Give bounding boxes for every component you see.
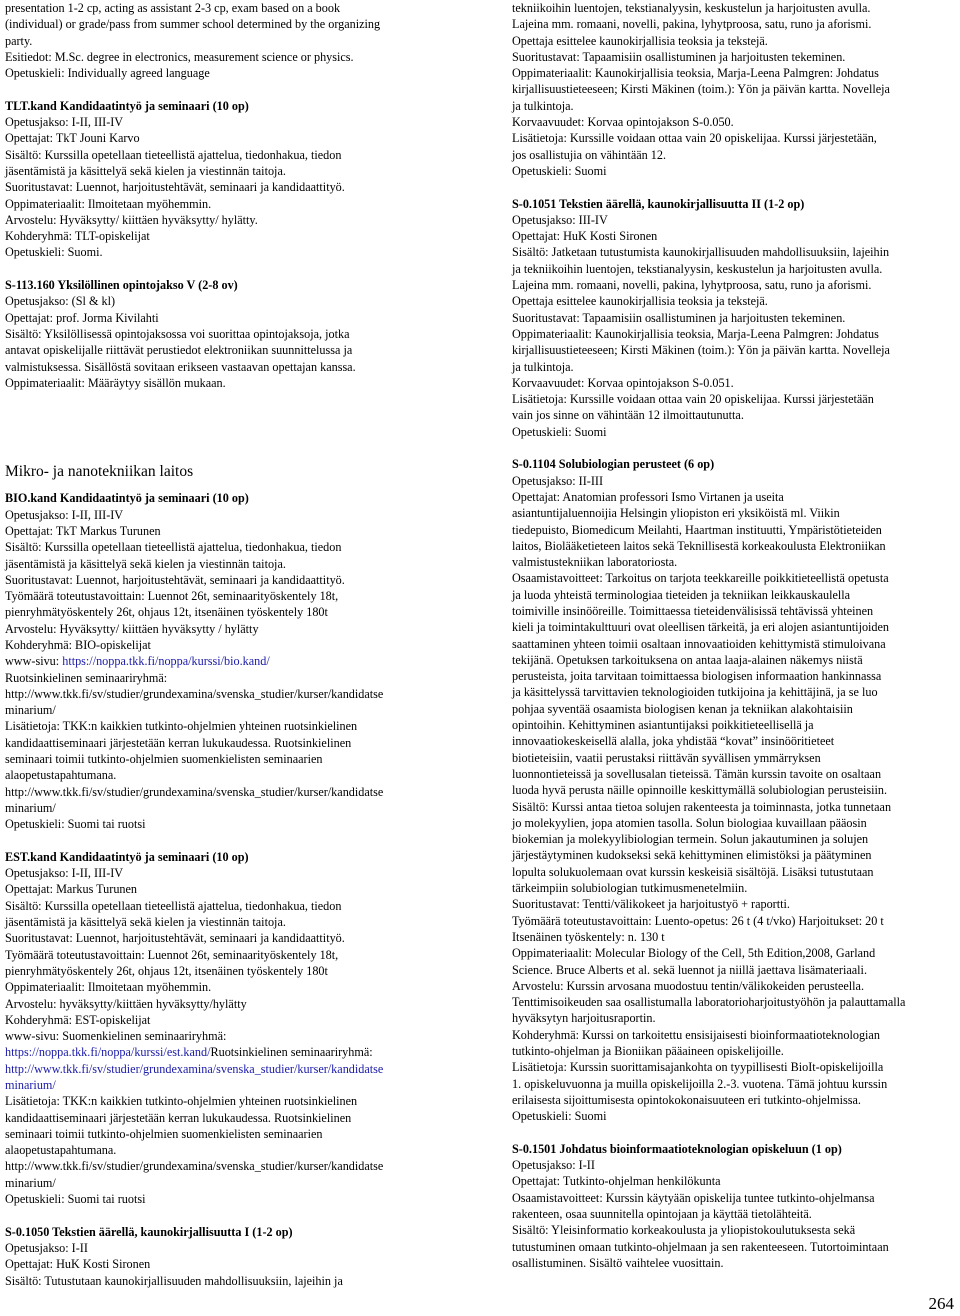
text-line: rakenteen, osaa suunnitella opintojaan ja käyttää tietolähteitä. (512, 1206, 812, 1221)
text-line: Opettaja esittelee kaunokirjallisia teoksia ja tekstejä. (512, 294, 768, 309)
left-column (5, 0, 470, 1289)
text-line: Opetusjakso: I-II, III-IV (5, 507, 124, 522)
text-line: Sisältö: Kurssilla opetellaan tieteellistä ajattelua, tiedonhakua, tiedon (5, 147, 342, 162)
text-line: osallistuminen. Sisältö vaihtelee vuosittain. (512, 1255, 724, 1270)
text-line: Opettajat: prof. Jorma Kivilahti (5, 310, 159, 325)
text-line: Lisätietoja: Kurssille voidaan ottaa vain 20 opiskelijaa. Kurssi järjestetään, (512, 131, 877, 146)
text-line: Opetusjakso: III-IV (512, 212, 608, 227)
text-line: 1. opiskeluvuonna ja muilla opiskelijoilla 2.-3. vuotena. Tämä johtuu kurssin (512, 1076, 888, 1091)
text-line: tutkinto-ohjelman ja Bioniikan pääaineen opiskelijoille. (512, 1044, 784, 1058)
text-line: Opetusjakso: I-II, III-IV (5, 115, 124, 130)
text-line: Lajeina mm. romaani, novelli, pakina, lyhytproosa, satu, runo ja aforismi. (512, 278, 872, 293)
text-line: jo molekyylien, jopa atomien tasolla. Solun biologiaa kuvaillaan pääosin (512, 815, 867, 830)
text-line: http://www.tkk.fi/sv/studier/grundexamina/svenska_studier/kurser/kandidatse (5, 784, 384, 799)
text-line: http://www.tkk.fi/sv/studier/grundexamina/svenska_studier/kurser/kandidatse (5, 1159, 384, 1174)
course-body-bio-b (5, 670, 470, 833)
text-line: Suoritustavat: Tentti/välikokeet ja harjoitustyö + raportti. (512, 897, 790, 912)
course-body-s01501 (512, 1157, 952, 1271)
course-title-s113: S-113.160 Yksilöllinen opintojakso V (2-8 ov) (5, 278, 238, 293)
text-line: http://www.tkk.fi/sv/studier/grundexamina/svenska_studier/kurser/kandidatse (5, 686, 384, 701)
text-line: ja tulkintoja. (512, 98, 574, 113)
text-line: Korvaavuudet: Korvaa opintojakson S-0.051. (512, 375, 734, 390)
text-line: Työmäärä toteutustavoittain: Luento-opetus: 26 t (4 t/vko) Harjoitukset: 20 t (512, 913, 884, 928)
text-line: Suoritustavat: Luennot, harjoitustehtävät, seminaari ja kandidaattityö. (5, 180, 345, 195)
text-line: Lisätietoja: Kurssille voidaan ottaa vain 20 opiskelijaa. Kurssi järjestetään (512, 392, 874, 407)
text-line: seminaari toimii tutkinto-ohjelmien suomenkielisten seminaarien (5, 1126, 323, 1141)
bio-www-link[interactable]: https://noppa.tkk.fi/noppa/kurssi/bio.kand/ (62, 654, 270, 669)
text-line: Kohderyhmä: TLT-opiskelijat (5, 229, 150, 244)
text-line: Arvostelu: Hyväksytty/ kiittäen hyväksytty/ hylätty. (5, 212, 258, 227)
text-line: alaopetustapahtumana. (5, 1143, 117, 1158)
text-line: Sisältö: Tutustutaan kaunokirjallisuuden mahdollisuuksiin, lajeihin ja (5, 1273, 343, 1288)
text-line: jos osallistujia on vähintään 12. (512, 147, 667, 162)
text-line: www-sivu: Suomenkielinen seminaariryhmä: (5, 1029, 227, 1044)
text-line: Opettajat: HuK Kosti Sironen (5, 1257, 151, 1272)
text-line: biotieteisiin, vaatii perustaksi riittävän syvällisen ymmärryksen (512, 750, 821, 765)
course-title-est: EST.kand Kandidaatintyö ja seminaari (10 op) (5, 849, 249, 864)
text-line: Opettajat: HuK Kosti Sironen (512, 229, 658, 244)
text-line: ja käsittelyssä tarvittavien teknologioiden tutkijoina ja kehittäjinä, ja se luo (512, 685, 878, 700)
est-link1[interactable]: https://noppa.tkk.fi/noppa/kurssi/est.kand/ (5, 1045, 211, 1060)
text-line: erilaisesta sijoittumisesta opintokokonaisuuteen eri tutkinto-ohjelmissa. (512, 1092, 861, 1107)
text-line: Sisältö: Kurssilla opetellaan tieteellistä ajattelua, tiedonhakua, tiedon (5, 898, 342, 913)
text-line: tutustuminen omaan tutkinto-ohjelmaan ja sen rakenteeseen. Tutortoimintaan (512, 1239, 889, 1254)
text-line: tiedepuisto, Biomedicum Meilahti, Haartman instituutti, Ympäristötieteiden (512, 522, 882, 537)
text-line: vain jos sinne on vähintään 12 ilmoittautunutta. (512, 408, 744, 423)
course-body-bio-a (5, 507, 470, 654)
text-line: valmistustekniikan laboratoriosta. (512, 555, 678, 570)
text-line: ja tulkintoja. (512, 359, 574, 374)
text-line: Opettajat: Markus Turunen (5, 882, 138, 897)
text-line: Opettajat: TkT Jouni Karvo (5, 131, 140, 146)
text-line: pohjaa syventää osaamista biologisen kenan ja tekniikan alakohtaisiin (512, 701, 853, 716)
text-line: seminaari toimii tutkinto-ohjelmien suomenkielisten seminaarien (5, 752, 323, 767)
text-line: luonnontieteissä ja sovellusalan tieteissä. Tämän kurssin tavoite on osaltaan (512, 766, 882, 781)
course-body-s01051 (512, 212, 952, 440)
text-line: Opetusjakso: II-III (512, 473, 604, 488)
course-body-s01050 (5, 1240, 470, 1289)
text-line: kandidaattiseminaari järjestetään kerran lukukaudessa. Ruotsinkielinen (5, 735, 352, 750)
right-column (512, 0, 952, 1271)
text-line: Suoritustavat: Luennot, harjoitustehtävät, seminaari ja kandidaattityö. (5, 572, 345, 587)
text-line: alaopetustapahtumana. (5, 768, 117, 783)
text-line: Opettaja esittelee kaunokirjallisia teoksia ja tekstejä. (512, 33, 768, 48)
text-line: Opettajat: TkT Markus Turunen (5, 523, 161, 538)
text-line: Oppimateriaalit: Ilmoitetaan myöhemmin. (5, 980, 212, 995)
text-line: Opetusjakso: I-II, III-IV (5, 866, 124, 881)
text-line: valmistuksessa. Sisällöstä sovitaan erikseen vastaavan opettajan kanssa. (5, 359, 356, 374)
text-line: pienryhmätyöskentely 26t, ohjaus 12t, itsenäinen työskentely 180t (5, 605, 328, 620)
text-line: Suoritustavat: Luennot, harjoitustehtävät, seminaari ja kandidaattityö. (5, 931, 345, 946)
text-line: Sisältö: Yleisinformatio korkeakoulusta ja yliopistokoulutuksesta sekä (512, 1223, 856, 1238)
page-number: 264 (928, 1294, 954, 1313)
text-line: ja tekniikoihin luentojen, tekstianalyysin, keskustelun ja harjoitusten avulla. (512, 261, 883, 276)
text-line: tärkeimpiin solubiologian tutkimusmenetelmiin. (512, 881, 748, 896)
text-line: Opetusjakso: I-II (5, 1240, 88, 1255)
course-body-est-b (5, 1093, 470, 1207)
course-body-est-a (5, 865, 470, 1044)
text-line: Sisältö: Kurssilla opetellaan tieteellistä ajattelua, tiedonhakua, tiedon (5, 540, 342, 555)
text-line: Sisältö: Jatketaan tutustumista kaunokirjallisuuden mahdollisuuksiin, lajeihin (512, 245, 890, 260)
text-line: Osaamistavoitteet: Tarkoitus on tarjota teekkareille poikkitieteellistä opetusta (512, 571, 889, 586)
text-line: Osaamistavoitteet: Kurssin käytyään opiskelija tuntee tutkinto-ohjelmansa (512, 1190, 875, 1205)
text-line: Arvostelu: Hyväksytty/ kiittäen hyväksytty / hylätty (5, 621, 259, 636)
text-line: kandidaattiseminaari järjestetään kerran lukukaudessa. Ruotsinkielinen (5, 1110, 352, 1125)
text-line: Kohderyhmä: Kurssi on tarkoitettu ensisijaisesti bioinformaatioteknologian (512, 1027, 880, 1042)
text-line: Opetuskieli: Suomi (512, 163, 607, 178)
text-line: Arvostelu: hyväksytty/kiittäen hyväksytty/hylätty (5, 996, 247, 1011)
text-line: minarium/ (5, 1175, 56, 1190)
text-line: kirjallisuustieteeseen; Kirsti Mäkinen (toim.): Yön ja päivän kartta. Novelleja (512, 343, 890, 358)
est-link2b[interactable]: minarium/ (5, 1078, 56, 1092)
text-line: Oppimateriaalit: Kaunokirjallisia teoksia, Marja-Leena Palmgren: Johdatus (512, 66, 879, 81)
text-line: Lisätietoja: TKK:n kaikkien tutkinto-ohjelmien yhteinen ruotsinkielinen (5, 719, 358, 734)
text-line: Korvaavuudet: Korvaa opintojakson S-0.050. (512, 115, 734, 130)
course-title-bio: BIO.kand Kandidaatintyö ja seminaari (10 op) (5, 491, 249, 506)
text-line: Opetusjakso: (Sl & kl) (5, 294, 116, 309)
text-line: Suoritustavat: Tapaamisiin osallistuminen ja harjoitusten tekeminen. (512, 310, 846, 325)
text-line: Työmäärä toteutustavoittain: Luennot 26t, seminaarityöskentely 18t, (5, 947, 339, 962)
text-line: perusteista, joita tarvitaan toimittaessa biologisen informaation hankinnassa (512, 669, 882, 684)
course-body-tlt (5, 114, 470, 261)
text-line: Lajeina mm. romaani, novelli, pakina, lyhytproosa, satu, runo ja aforismi. (512, 17, 872, 32)
course-title-s01051: S-0.1051 Tekstien äärellä, kaunokirjallisuutta II (1-2 op) (512, 196, 805, 211)
text-line: Opetuskieli: Suomi tai ruotsi (5, 817, 146, 832)
text-line: Suoritustavat: Tapaamisiin osallistuminen ja harjoitusten tekeminen. (512, 49, 846, 64)
text-line: Lisätietoja: TKK:n kaikkien tutkinto-ohjelmien yhteinen ruotsinkielinen (5, 1094, 358, 1109)
text-line: Opetusjakso: I-II (512, 1158, 595, 1173)
text-line: järjestäytyminen kudokseksi sekä kehittyminen elimistöksi ja päätyminen (512, 848, 872, 863)
text-line: Työmäärä toteutustavoittain: Luennot 26t, seminaarityöskentely 18t, (5, 589, 339, 604)
text-line: Oppimateriaalit: Molecular Biology of the Cell, 5th Edition,2008, Garland (512, 946, 876, 961)
text-line: Oppimateriaalit: Ilmoitetaan myöhemmin. (5, 196, 212, 211)
text-line: pienryhmätyöskentely 26t, ohjaus 12t, itsenäinen työskentely 180t (5, 963, 328, 978)
text-line: Opetuskieli: Suomi tai ruotsi (5, 1192, 146, 1207)
text-line: Opetuskieli: Individually agreed language (5, 66, 210, 81)
text-line: kieli ja toimintakulttuuri ovat oleellisen tärkeitä, ja eri alojen asiantuntijoiden (512, 620, 890, 635)
text-line: Sisältö: Kurssi antaa tietoa solujen rakenteesta ja toiminnasta, jotka tunnetaan (512, 799, 892, 814)
text-line: Itsenäinen työskentely: n. 130 t (512, 929, 665, 944)
text-line: Arvostelu: Kurssin arvosana muodostuu tentin/välikokeiden perusteella. (512, 978, 865, 993)
text-line: kirjallisuustieteeseen; Kirsti Mäkinen (toim.): Yön ja päivän kartta. Novelleja (512, 82, 890, 97)
text-line: laitos, Biolääketieteen laitos sekä Teknillisestä korkeakoulusta Elektroniikan (512, 538, 886, 553)
text-line: Kohderyhmä: EST-opiskelijat (5, 1012, 151, 1027)
course-title-s01050: S-0.1050 Tekstien äärellä, kaunokirjallisuutta I (1-2 op) (5, 1224, 293, 1239)
text-line: toimiville insinööreille. Toimittaessa tieteidenvälisissä tehtävissä yhteinen (512, 603, 874, 618)
text-line: minarium/ (5, 703, 56, 718)
text-line: Kohderyhmä: BIO-opiskelijat (5, 637, 151, 652)
est-link1-line (5, 1044, 470, 1060)
text-line: biokemian ja molekyylibiologian termein. Solun jakautuminen ja solujen (512, 832, 869, 847)
text-line: Science. Bruce Alberts et al. sekä luennot ja niillä jaettava lisämateriaali. (512, 962, 867, 977)
text-line: asiantuntijaluennoijia Helsingin yliopiston eri yksiköistä ml. Viikin (512, 506, 840, 521)
text-line: Opettajat: Tutkinto-ohjelman henkilökunta (512, 1174, 721, 1189)
text-line: jäsentämistä ja käsittelyä sekä kielen ja viestinnän taitoja. (5, 163, 286, 178)
text-line: antavat opiskelijalle riittävät perustiedot elektroniikan suunnittelussa ja (5, 343, 353, 358)
text-line: tekijänä. Opetuksen tarkoituksena on antaa laaja-alainen näkemys niistä (512, 652, 863, 667)
text-line: ja luoda yhteistä terminologiaa tieteiden ja tekniikan leikkauskaulella (512, 587, 851, 602)
text-line: jäsentämistä ja käsittelyä sekä kielen ja viestinnän taitoja. (5, 556, 286, 571)
course-body-s01104 (512, 473, 952, 1125)
bio-www-label: www-sivu: (5, 654, 63, 669)
text-line: (individual) or grade/pass from summer school determined by the organizing (5, 17, 381, 32)
text-line: Opetuskieli: Suomi. (5, 245, 103, 260)
text-line: Ruotsinkielinen seminaariryhmä: (5, 670, 168, 685)
text-line: Sisältö: Yksilöllisessä opintojaksossa voi suorittaa opintojaksoja, jotka (5, 326, 350, 341)
section-heading: Mikro- ja nanotekniikan laitos (5, 463, 194, 481)
continued-block (512, 0, 952, 179)
text-line: lopulta solukuolemaan ovat kurssin keskeisiä sisältöjä. Lisäksi tutustutaan (512, 864, 874, 879)
text-line: Oppimateriaalit: Kaunokirjallisia teoksia, Marja-Leena Palmgren: Johdatus (512, 326, 879, 341)
text-line: innovaatiokeskeisellä alalla, joka yhdistää “kovat” insinööritieteet (512, 734, 835, 749)
text-line: luoda hyvä perusta näille opinnoille keskittymällä solubiologian perusteisiin. (512, 783, 888, 798)
text-line: saattaminen yhteen toimii osaltaan innovaatioiden kehittymistä stimuloivana (512, 636, 886, 651)
text-line: hyväksytyn harjoitusraportin. (512, 1011, 656, 1026)
bio-www-line (5, 653, 470, 669)
text-line: Oppimateriaalit: Määräytyy sisällön mukaan. (5, 375, 226, 390)
course-title-tlt: TLT.kand Kandidaatintyö ja seminaari (10 op) (5, 98, 249, 113)
text-line: Opettajat: Anatomian professori Ismo Virtanen ja useita (512, 489, 784, 504)
intro-block (5, 0, 470, 81)
est-link2a[interactable]: http://www.tkk.fi/sv/studier/grundexamina/svenska_studier/kurser/kandidatse (5, 1061, 384, 1076)
text-line: jäsentämistä ja käsittelyä sekä kielen ja viestinnän taitoja. (5, 915, 286, 930)
text-line: Esitiedot: M.Sc. degree in electronics, measurement science or physics. (5, 49, 354, 64)
text-line: party. (5, 33, 33, 48)
course-body-s113 (5, 293, 470, 391)
text-line: Tenttimisoikeuden saa osallistumalla laboratorioharjoitustyöhön ja palauttamalla (512, 995, 906, 1010)
text-line: Opetuskieli: Suomi (512, 424, 607, 439)
course-title-s01104: S-0.1104 Solubiologian perusteet (6 op) (512, 457, 715, 472)
text-line: presentation 1-2 cp, acting as assistant 2-3 cp, exam based on a book (5, 1, 341, 15)
est-link1-suffix: Ruotsinkielinen seminaariryhmä: (210, 1045, 373, 1060)
text-line: minarium/ (5, 800, 56, 815)
text-line: tekniikoihin luentojen, tekstianalyysin, keskustelun ja harjoitusten avulla. (512, 1, 871, 15)
course-title-s01501: S-0.1501 Johdatus bioinformaatioteknologian opiskeluun (1 op) (512, 1141, 842, 1156)
text-line: opintoihin. Kehittyminen asiantuntijaksi poikkitieteellisellä ja (512, 718, 814, 733)
text-line: Opetuskieli: Suomi (512, 1109, 607, 1124)
text-line: Lisätietoja: Kurssin suorittamisajankohta on tyypillisesti BioIt-opiskelijoilla (512, 1060, 884, 1075)
